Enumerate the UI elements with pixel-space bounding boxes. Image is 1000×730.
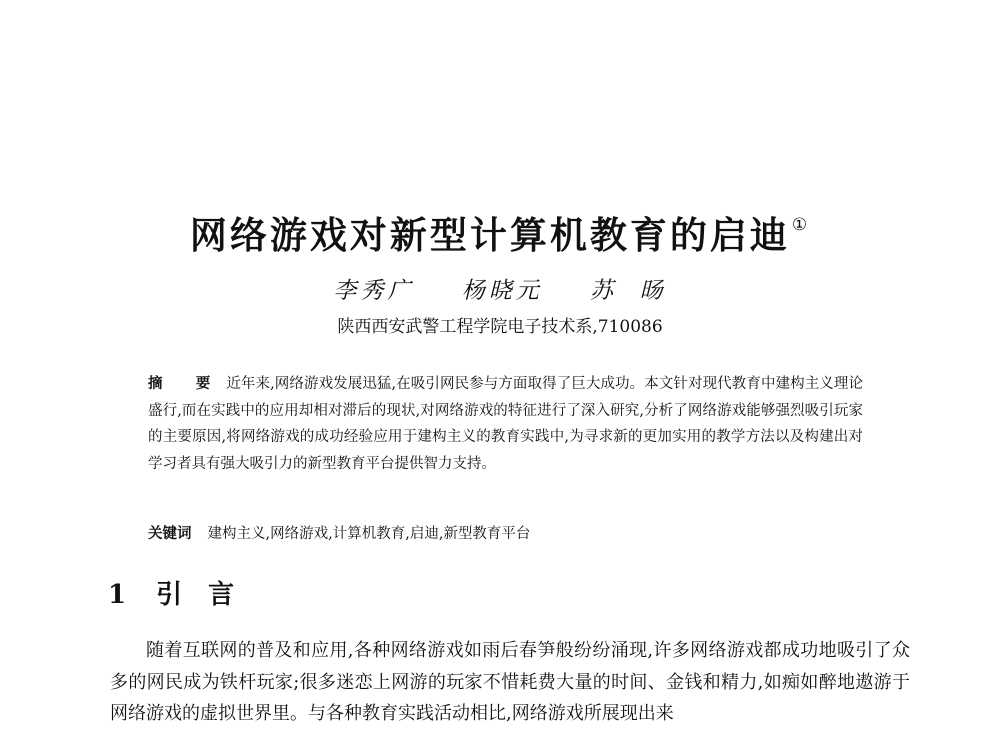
keywords-block xyxy=(148,522,863,543)
abstract-label: 摘 要 xyxy=(148,375,225,392)
paper-title xyxy=(0,205,1000,259)
section-number: 1 xyxy=(108,580,127,610)
author-name: 苏 旸 xyxy=(590,278,667,304)
abstract-text: 近年来,网络游戏发展迅猛,在吸引网民参与方面取得了巨大成功。本文针对现代教育中建构主义理论盛行,而在实践中的应用却相对滞后的现状,对网络游戏的特征进行了深入研究,分析了网络游戏能够强烈吸引玩家的主要原因,将网络游戏的成功经验应用于建构主义的教育实践中,为寻求新的更加实用的教学方法以及构建出对学习者具有强大吸引力的新型教育平台提供智力支持。 xyxy=(148,376,863,472)
title-text: 网络游戏对新型计算机教育的启迪 xyxy=(189,214,790,257)
footnote-mark: ① xyxy=(791,215,811,235)
affiliation: 陕西西安武警工程学院电子技术系,710086 xyxy=(337,317,663,337)
section-heading xyxy=(108,574,260,611)
section-title: 引言 xyxy=(156,580,261,610)
abstract-block xyxy=(148,371,863,477)
author-list xyxy=(0,272,1000,305)
keywords-label: 关键词 xyxy=(148,525,192,542)
body-paragraph: 随着互联网的普及和应用,各种网络游戏如雨后春笋般纷纷涌现,许多网络游戏都成功地吸引了众多的网民成为铁杆玩家;很多迷恋上网游的玩家不惜耗费大量的时间、金钱和精力,如痴如醉地遨游于网络游戏的虚拟世界里。与各种教育实践活动相比,网络游戏所展现出来 xyxy=(110,640,910,724)
keywords-text: 建构主义,网络游戏,计算机教育,启迪,新型教育平台 xyxy=(207,526,531,542)
author-name: 杨晓元 xyxy=(461,278,543,304)
author-name: 李秀广 xyxy=(333,278,415,304)
